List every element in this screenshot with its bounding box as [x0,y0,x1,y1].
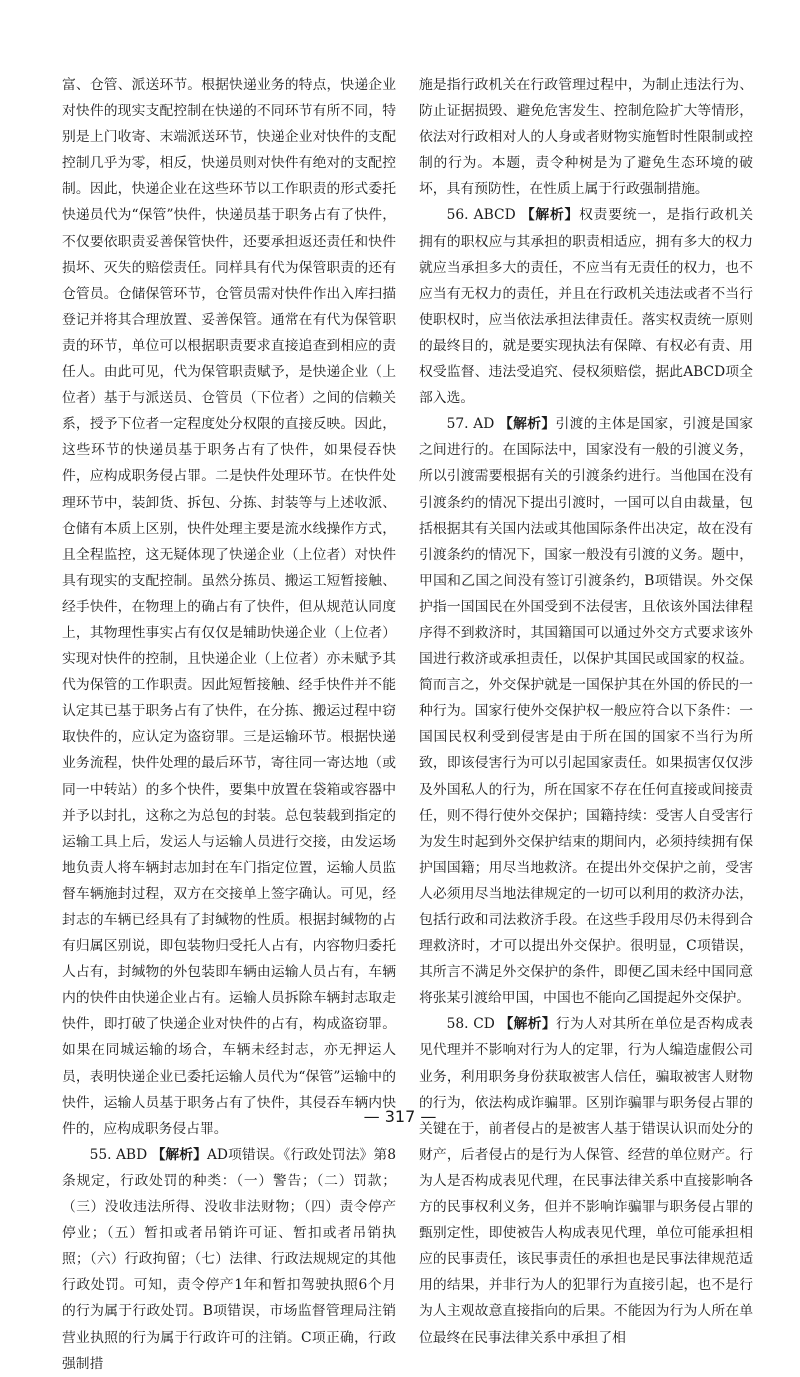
paragraph-continuation: 施是指行政机关在行政管理过程中，为制止违法行为、防止证据损毁、避免危害发生、控制危险扩大等情形，依法对行政相对人的人身或者财物实施暂时性限制或控制的行为。本题，责令种树是为了避免生态环境的破坏，具有预防性，在性质上属于行政强制措施。 [419,77,753,198]
answer-55 [62,1142,396,1377]
analysis-label: 【解析】 [520,207,580,224]
answer-56 [419,202,753,411]
answer-text: 行为人对其所在单位是否构成表见代理并不影响对行为人的定罪，行为人编造虚假公司业务，利用职务身份获取被害人信任，骗取被害人财物的行为，依法构成诈骗罪。区别诈骗罪与职务侵占罪的关键在于，前者侵占的是被害人基于错误认识而处分的财产，后者侵占的是行为人保管、经营的单位财产。行为人是否构成表见代理，在民事法律关系中直接影响各方的民事权利义务，但并不影响诈骗罪与职务侵占罪的甄别定性，即使被告人构成表见代理，单位可能承担相应的民事责任，该民事责任的承担也是民事法律规范适用的结果，并非行为人的犯罪行为直接引起，也不是行为人主观故意直接指向的后果。不能因为行为人所在单位最终在民事法律关系中承担了相 [419,1016,754,1346]
paragraph-continuation: 富、仓管、派送环节。根据快递业务的特点，快递企业对快件的现实支配控制在快递的不同环节有所不同，特别是上门收寄、末端派送环节，快递企业对快件的支配控制几乎为零，相反，快递员则对快件有绝对的支配控制。因此，快递企业在这些环节以工作职责的形式委托快递员代为“保管”快件，快递员基于职务占有了快件，不仅要依职责妥善保管快件，还要承担返还责任和快件损坏、灭失的赔偿责任。同样具有代为保管职责的还有仓管员。仓储保管环节，仓管员需对快件作出入库扫描登记并将其合理放置、妥善保管。通常在有代为保管职责的环节，单位可以根据职责要求直接追查到相应的责任人。由此可见，代为保管职责赋予，是快递企业（上位者）基于与派送员、仓管员（下位者）之间的信赖关系，授予下位者一定程度处分权限的直接反映。因此，这些环节的快递员基于职务占有了快件，如果侵吞快件，应构成职务侵占罪。二是快件处理环节。在快件处理环节中，装卸货、拆包、分拣、封装等与上述收派、仓储有本质上区别，快件处理主要是流水线操作方式，且全程监控，这无疑体现了快递企业（上位者）对快件具有现实的支配控制。虽然分拣员、搬运工短暂接触、经手快件，在物理上的确占有了快件，但从规范认同度上，其物理性事实占有仅仅是辅助快递企业（上位者）实现对快件的控制，且快递企业（上位者）亦未赋予其代为保管的工作职责。因此短暂接触、经手快件并不能认定其已基于职务占有了快件，在分拣、搬运过程中窃取快件的，应认定为盗窃罪。三是运输环节。根据快递业务流程，快件处理的最后环节，寄往同一寄达地（或同一中转站）的多个快件，要集中放置在袋箱或容器中并予以封扎，这称之为总包的封装。总包装载到指定的运输工具上后，发运人与运输人员进行交接，由发运场地负责人将车辆封志加封在车门指定位置，运输人员监督车辆施封过程，双方在交接单上签字确认。可见，经封志的车辆已经具有了封缄物的性质。根据封缄物的占有归属区别说，即包装物归受托人占有，内容物归委托人占有，封缄物的外包装即车辆由运输人员占有，车辆内的快件由快递企业占有。运输人员拆除车辆封志取走快件，即打破了快递企业对快件的占有，构成盗窃罪。如果在同城运输的场合，车辆未经封志，亦无押运人员，表明快递企业已委托运输人员代为“保管”运输中的快件，运输人员基于职务占有了快件，其侵吞车辆内快件的，应构成职务侵占罪。 [62,77,396,1137]
answer-number: 57. AD [446,416,495,433]
answer-number: 58. CD [446,1016,495,1033]
right-column [419,72,753,1351]
answer-number: 56. ABCD [446,207,516,224]
left-column [62,72,396,1377]
analysis-label: 【解析】 [499,416,556,433]
answer-number: 55. ABD [89,1146,148,1163]
analysis-label: 【解析】 [499,1016,556,1033]
answer-text: 权责要统一，是指行政机关拥有的职权应与其承担的职责相适应，拥有多大的权力就应当承担多大的责任，不应当有无责任的权力，也不应当有无权力的责任，并且在行政机关违法或者不当行使职权时，应当依法承担法律责任。落实权责统一原则的最终目的，就是要实现执法有保障、有权必有责、用权受监督、违法受追究、侵权须赔偿，据此ABCD项全部入选。 [419,207,754,407]
answer-text: AD项错误。《行政处罚法》第8条规定，行政处罚的种类：（一）警告；（二）罚款；（三）没收违法所得、没收非法财物；（四）责令停产停业；（五）暂扣或者吊销许可证、暂扣或者吊销执照；（六）行政拘留；（七）法律、行政法规规定的其他行政处罚。可知，责令停产1年和暂扣驾驶执照6个月的行为属于行政处罚。B项错误，市场监督管理局注销营业执照的行为属于行政许可的注销。C项正确，行政强制措 [62,1146,397,1372]
answer-57 [419,411,753,1011]
page-number: — 317 — [363,1107,437,1126]
answer-58 [419,1011,753,1350]
analysis-label: 【解析】 [151,1146,207,1163]
answer-text: 引渡的主体是国家，引渡是国家之间进行的。在国际法中，国家没有一般的引渡义务，所以引渡需要根据有关的引渡条约进行。当他国在没有引渡条约的情况下提出引渡时，一国可以自由裁量，包括根据其有关国内法或其他国际条件出决定，故在没有引渡条约的情况下，国家一般没有引渡的义务。题中，甲国和乙国之间没有签订引渡条约，B项错误。外交保护指一国国民在外国受到不法侵害，且依该外国法律程序得不到救济时，其国籍国可以通过外交方式要求该外国进行救济或承担责任，以保护其国民或国家的权益。简而言之，外交保护就是一国保护其在外国的侨民的一种行为。国家行使外交保护权一般应符合以下条件：一国国民权利受到侵害是由于所在国的国家不当行为所致，即该侵害行为可以引起国家责任。如果损害仅仅涉及外国私人的行为，所在国家不存在任何直接或间接责任，则不得行使外交保护；国籍持续：受害人自受害行为发生时起到外交保护结束的期间内，必须持续拥有保护国国籍；用尽当地救济。在提出外交保护之前，受害人必须用尽当地法律规定的一切可以利用的救济办法，包括行政和司法救济手段。在这些手段用尽仍未得到合理救济时，才可以提出外交保护。很明显，C项错误，其所言不满足外交保护的条件，即便乙国未经中国同意将张某引渡给甲国，中国也不能向乙国提起外交保护。 [419,416,754,1007]
